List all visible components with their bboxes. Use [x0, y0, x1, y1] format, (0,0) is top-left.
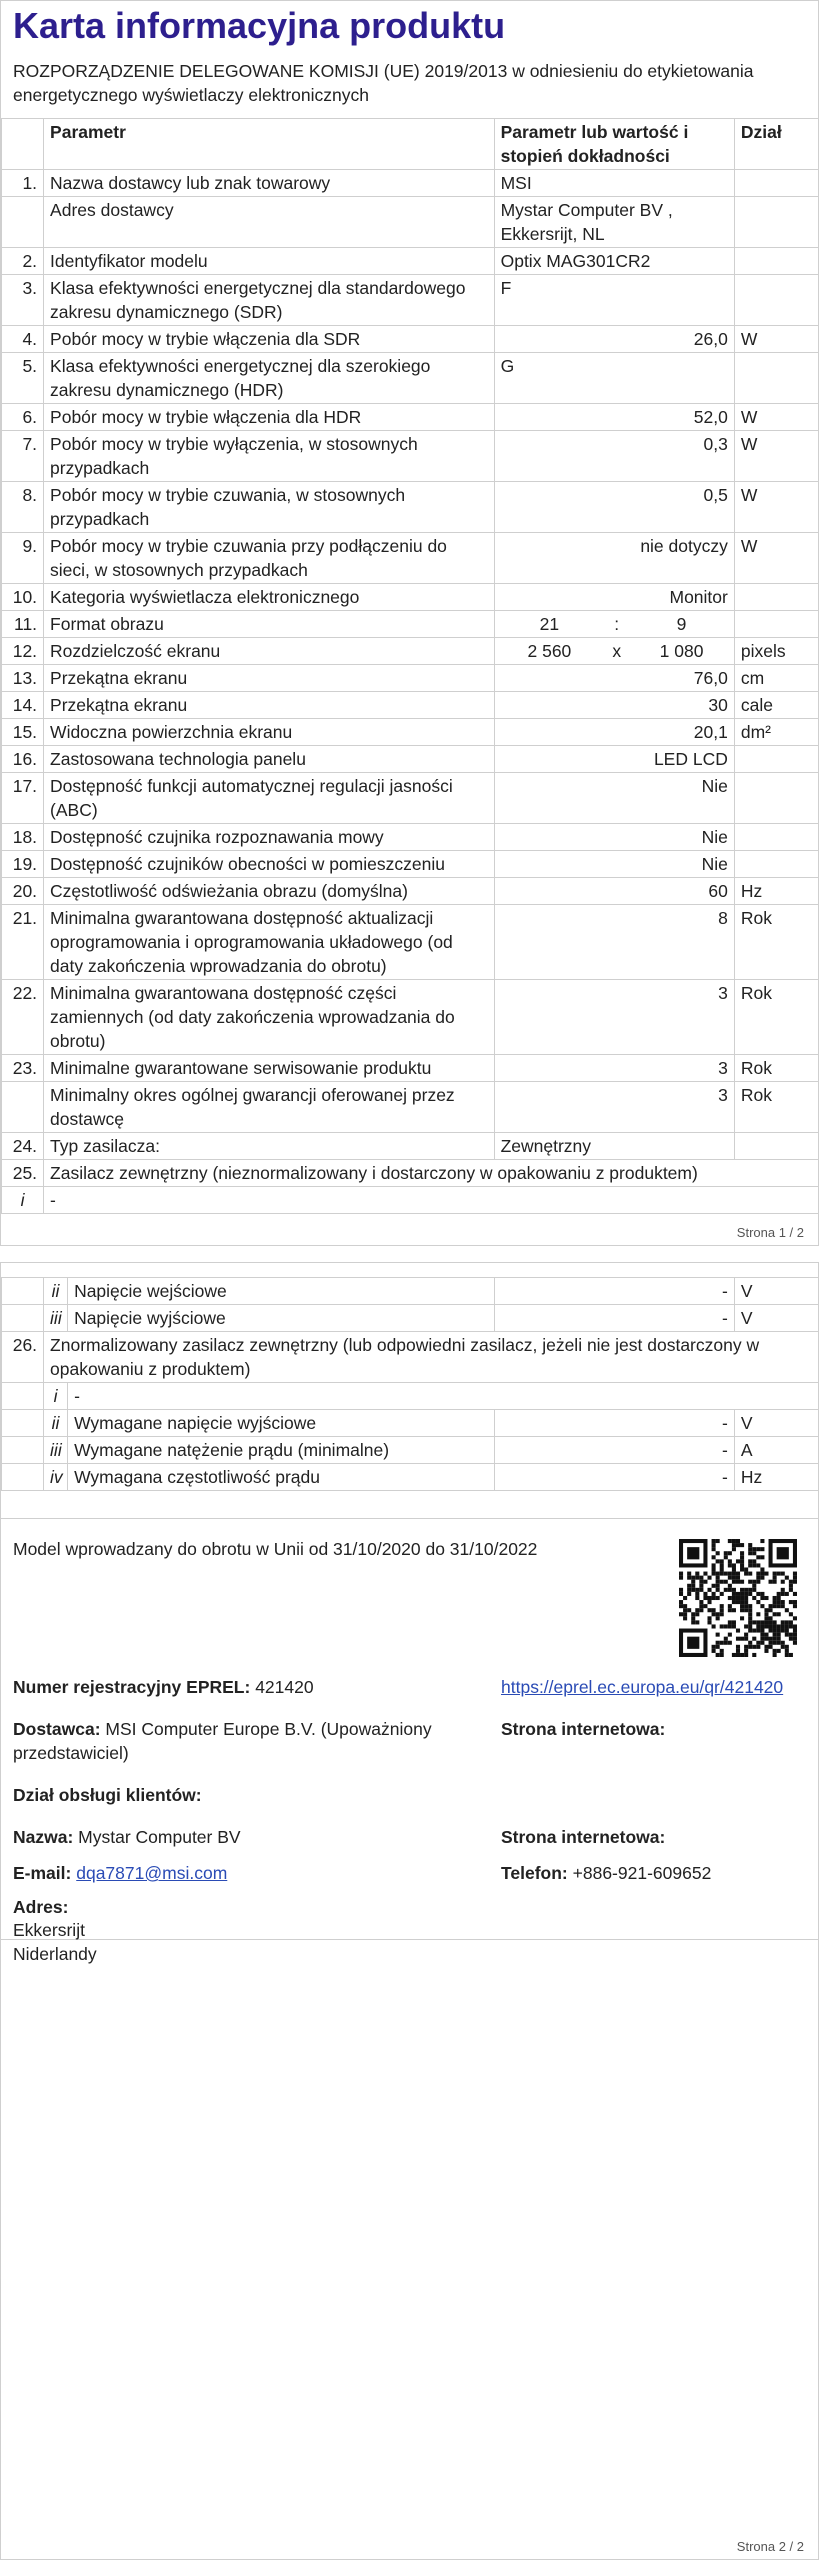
row-number: 20.	[2, 878, 44, 905]
table-row	[2, 980, 819, 1055]
table-row	[2, 404, 819, 431]
email-row	[13, 1861, 227, 1885]
row-unit: V	[734, 1305, 818, 1332]
row-param: Adres dostawcy	[44, 197, 495, 248]
row-param: -	[44, 1187, 819, 1214]
table-row	[2, 1410, 819, 1437]
row-value: -	[494, 1410, 734, 1437]
row-param: Rozdzielczość ekranu	[44, 638, 495, 665]
service-name-label: Nazwa:	[13, 1827, 74, 1847]
row-param: Pobór mocy w trybie wyłączenia, w stosownych przypadkach	[44, 431, 495, 482]
row-param: Minimalna gwarantowana dostępność części zamiennych (od daty zakończenia wprowadzania do obrotu)	[44, 980, 495, 1055]
row-number	[2, 1082, 44, 1133]
row-value: 76,0	[494, 665, 734, 692]
row-value: G	[494, 353, 734, 404]
row-value: 3	[494, 1082, 734, 1133]
row-param: Znormalizowany zasilacz zewnętrzny (lub odpowiedni zasilacz, jeżeli nie jest dostarczony w opakowaniu z produktem)	[44, 1332, 819, 1383]
row-param: Dostępność czujników obecności w pomieszczeniu	[44, 851, 495, 878]
row-value: 8	[494, 905, 734, 980]
eprel-number: 421420	[255, 1677, 314, 1697]
row-unit: cale	[734, 692, 818, 719]
row-number: 10.	[2, 584, 44, 611]
row-unit	[734, 1133, 818, 1160]
row-value-1: 2 560	[494, 638, 604, 665]
row-number: 5.	[2, 353, 44, 404]
row-number: 1.	[2, 170, 44, 197]
row-value: 3	[494, 1055, 734, 1082]
table-row	[2, 692, 819, 719]
row-param: Dostępność czujnika rozpoznawania mowy	[44, 824, 495, 851]
row-value: Optix MAG301CR2	[494, 248, 734, 275]
table-row	[2, 851, 819, 878]
row-param: Zastosowana technologia panelu	[44, 746, 495, 773]
service-name-value: Mystar Computer BV	[78, 1827, 241, 1847]
service-website-label: Strona internetowa:	[501, 1827, 666, 1847]
row-sub-number: i	[44, 1383, 68, 1410]
row-unit	[734, 584, 818, 611]
row-value: -	[494, 1305, 734, 1332]
eprel-label-row	[13, 1675, 314, 1699]
row-number: 15.	[2, 719, 44, 746]
table-row	[2, 431, 819, 482]
table-row	[2, 665, 819, 692]
row-value: Monitor	[494, 584, 734, 611]
page-1	[0, 0, 819, 1246]
row-number: 26.	[2, 1332, 44, 1383]
row-value: Zewnętrzny	[494, 1133, 734, 1160]
row-number: 22.	[2, 980, 44, 1055]
table-row	[2, 638, 819, 665]
row-value-sep: :	[604, 611, 629, 638]
supplier-value: MSI Computer Europe B.V. (Upoważniony przedstawiciel)	[13, 1719, 432, 1763]
row-value: -	[494, 1464, 734, 1491]
row-param: Widoczna powierzchnia ekranu	[44, 719, 495, 746]
row-number: 24.	[2, 1133, 44, 1160]
table-row	[2, 1332, 819, 1383]
row-value-2: 1 080	[629, 638, 734, 665]
row-unit: cm	[734, 665, 818, 692]
service-name-row	[13, 1825, 241, 1849]
table-row	[2, 584, 819, 611]
row-number: 13.	[2, 665, 44, 692]
table-row	[2, 773, 819, 824]
row-number	[2, 197, 44, 248]
row-number: 21.	[2, 905, 44, 980]
eprel-label: Numer rejestracyjny EPREL:	[13, 1677, 251, 1697]
row-param: Częstotliwość odświeżania obrazu (domyślna)	[44, 878, 495, 905]
table-row	[2, 1082, 819, 1133]
email-label: E-mail:	[13, 1863, 72, 1883]
regulation-subtitle: ROZPORZĄDZENIE DELEGOWANE KOMISJI (UE) 2019/2013 w odniesieniu do etykietowania energetycznego wyświetlaczy elektronicznych	[13, 61, 754, 105]
row-value: -	[494, 1437, 734, 1464]
eprel-link[interactable]: https://eprel.ec.europa.eu/qr/421420	[501, 1677, 784, 1697]
row-param: Minimalne gwarantowane serwisowanie produktu	[44, 1055, 495, 1082]
row-number: 23.	[2, 1055, 44, 1082]
row-value: 26,0	[494, 326, 734, 353]
row-number: 19.	[2, 851, 44, 878]
table-row	[2, 197, 819, 248]
table-row	[2, 1055, 819, 1082]
row-value: Nie	[494, 773, 734, 824]
row-unit: Rok	[734, 1055, 818, 1082]
row-unit	[734, 275, 818, 326]
row-sub-number: ii	[44, 1278, 68, 1305]
address-line-1: Ekkersrijt	[13, 1920, 85, 1940]
row-indent	[2, 1278, 44, 1305]
row-unit: W	[734, 482, 818, 533]
row-param: Dostępność funkcji automatycznej regulacji jasności (ABC)	[44, 773, 495, 824]
row-unit: pixels	[734, 638, 818, 665]
supplier-info-box	[1, 1518, 818, 1940]
row-value: nie dotyczy	[494, 533, 734, 584]
row-unit: Hz	[734, 878, 818, 905]
table-row	[2, 1160, 819, 1187]
row-param: Wymagana częstotliwość prądu	[68, 1464, 495, 1491]
row-value: Nie	[494, 824, 734, 851]
supplier-website-label: Strona internetowa:	[501, 1719, 666, 1739]
row-param: Typ zasilacza:	[44, 1133, 495, 1160]
row-param: Kategoria wyświetlacza elektronicznego	[44, 584, 495, 611]
row-unit	[734, 170, 818, 197]
row-unit	[734, 248, 818, 275]
table-row	[2, 533, 819, 584]
page-title: Karta informacyjna produktu	[13, 5, 506, 46]
row-value: Mystar Computer BV , Ekkersrijt, NL	[494, 197, 734, 248]
table-row	[2, 353, 819, 404]
row-unit: V	[734, 1278, 818, 1305]
page-number-2: Strona 2 / 2	[736, 2539, 804, 2554]
row-param: Przekątna ekranu	[44, 665, 495, 692]
table-row	[2, 1278, 819, 1305]
email-link[interactable]: dqa7871@msi.com	[76, 1863, 228, 1883]
row-sub-number: iii	[44, 1437, 68, 1464]
table-header-row	[2, 119, 819, 170]
row-value-2: 9	[629, 611, 734, 638]
product-info-table	[1, 118, 819, 1214]
row-value-sep: x	[604, 638, 629, 665]
table-row	[2, 824, 819, 851]
row-unit	[734, 851, 818, 878]
row-value: LED LCD	[494, 746, 734, 773]
row-unit: dm²	[734, 719, 818, 746]
row-indent	[2, 1464, 44, 1491]
row-unit	[734, 611, 818, 638]
row-number: 9.	[2, 533, 44, 584]
row-unit: Rok	[734, 905, 818, 980]
row-value: F	[494, 275, 734, 326]
row-param: -	[68, 1383, 819, 1410]
table-row	[2, 719, 819, 746]
row-unit: Hz	[734, 1464, 818, 1491]
row-sub-number: iii	[44, 1305, 68, 1332]
header-value: Parametr lub wartość i stopień dokładności	[494, 119, 734, 170]
row-value: 52,0	[494, 404, 734, 431]
row-unit	[734, 746, 818, 773]
row-param: Identyfikator modelu	[44, 248, 495, 275]
row-sub-number: ii	[44, 1410, 68, 1437]
row-value: 0,3	[494, 431, 734, 482]
qr-code-icon[interactable]	[679, 1539, 797, 1657]
row-unit: W	[734, 326, 818, 353]
row-param: Zasilacz zewnętrzny (nieznormalizowany i dostarczony w opakowaniu z produktem)	[44, 1160, 819, 1187]
row-unit: Rok	[734, 980, 818, 1055]
row-indent	[2, 1437, 44, 1464]
table-row	[2, 1187, 819, 1214]
row-number: 8.	[2, 482, 44, 533]
row-value: 60	[494, 878, 734, 905]
row-unit: Rok	[734, 1082, 818, 1133]
page-2	[0, 1262, 819, 2560]
row-unit: W	[734, 533, 818, 584]
table-row	[2, 1464, 819, 1491]
row-unit	[734, 197, 818, 248]
row-number: 16.	[2, 746, 44, 773]
table-row	[2, 275, 819, 326]
row-param: Pobór mocy w trybie włączenia dla SDR	[44, 326, 495, 353]
row-number: 14.	[2, 692, 44, 719]
supplier-label: Dostawca:	[13, 1719, 101, 1739]
row-param: Klasa efektywności energetycznej dla standardowego zakresu dynamicznego (SDR)	[44, 275, 495, 326]
row-param: Napięcie wyjściowe	[68, 1305, 495, 1332]
row-number: 7.	[2, 431, 44, 482]
row-param: Wymagane napięcie wyjściowe	[68, 1410, 495, 1437]
row-indent	[2, 1305, 44, 1332]
row-number: 18.	[2, 824, 44, 851]
row-value: 30	[494, 692, 734, 719]
row-number: 2.	[2, 248, 44, 275]
table-row	[2, 1437, 819, 1464]
header-section: Dział	[734, 119, 818, 170]
row-number: 6.	[2, 404, 44, 431]
table-row	[2, 482, 819, 533]
table-row	[2, 326, 819, 353]
table-row	[2, 1133, 819, 1160]
power-supply-table	[1, 1277, 819, 1491]
header-param: Parametr	[44, 119, 495, 170]
supplier-row	[13, 1717, 493, 1765]
row-number: i	[2, 1187, 44, 1214]
row-param: Wymagane natężenie prądu (minimalne)	[68, 1437, 495, 1464]
row-unit: W	[734, 404, 818, 431]
row-indent	[2, 1383, 44, 1410]
table-row	[2, 1383, 819, 1410]
table-row	[2, 878, 819, 905]
table-row	[2, 611, 819, 638]
row-number: 4.	[2, 326, 44, 353]
row-unit: W	[734, 431, 818, 482]
row-param: Pobór mocy w trybie czuwania, w stosownych przypadkach	[44, 482, 495, 533]
table-row	[2, 170, 819, 197]
phone-value: +886-921-609652	[572, 1863, 712, 1883]
row-value: 0,5	[494, 482, 734, 533]
customer-service-label: Dział obsługi klientów:	[13, 1785, 202, 1805]
row-value: -	[494, 1278, 734, 1305]
table-row	[2, 746, 819, 773]
row-param: Minimalna gwarantowana dostępność aktualizacji oprogramowania i oprogramowania układowego (od daty zakończenia wprowadzania do obrotu)	[44, 905, 495, 980]
row-param: Minimalny okres ogólnej gwarancji oferowanej przez dostawcę	[44, 1082, 495, 1133]
table-row	[2, 248, 819, 275]
row-sub-number: iv	[44, 1464, 68, 1491]
row-number: 25.	[2, 1160, 44, 1187]
row-unit	[734, 773, 818, 824]
table-row	[2, 1305, 819, 1332]
row-value: 3	[494, 980, 734, 1055]
address-line-2: Niderlandy	[13, 1944, 97, 1964]
row-unit	[734, 353, 818, 404]
row-number: 3.	[2, 275, 44, 326]
row-number: 17.	[2, 773, 44, 824]
page-number: Strona 1 / 2	[736, 1225, 804, 1240]
row-param: Pobór mocy w trybie włączenia dla HDR	[44, 404, 495, 431]
address-label: Adres:	[13, 1897, 69, 1917]
row-unit	[734, 824, 818, 851]
row-param: Nazwa dostawcy lub znak towarowy	[44, 170, 495, 197]
row-param: Format obrazu	[44, 611, 495, 638]
row-indent	[2, 1410, 44, 1437]
row-number: 12.	[2, 638, 44, 665]
row-value: MSI	[494, 170, 734, 197]
row-value: Nie	[494, 851, 734, 878]
row-unit: A	[734, 1437, 818, 1464]
table-row	[2, 905, 819, 980]
phone-row	[501, 1861, 711, 1885]
row-value-1: 21	[494, 611, 604, 638]
row-param: Przekątna ekranu	[44, 692, 495, 719]
phone-label: Telefon:	[501, 1863, 568, 1883]
row-param: Klasa efektywności energetycznej dla szerokiego zakresu dynamicznego (HDR)	[44, 353, 495, 404]
row-number: 11.	[2, 611, 44, 638]
model-dates: Model wprowadzany do obrotu w Unii od 31/10/2020 do 31/10/2022	[13, 1539, 538, 1559]
row-param: Pobór mocy w trybie czuwania przy podłączeniu do sieci, w stosownych przypadkach	[44, 533, 495, 584]
row-value: 20,1	[494, 719, 734, 746]
row-param: Napięcie wejściowe	[68, 1278, 495, 1305]
row-unit: V	[734, 1410, 818, 1437]
